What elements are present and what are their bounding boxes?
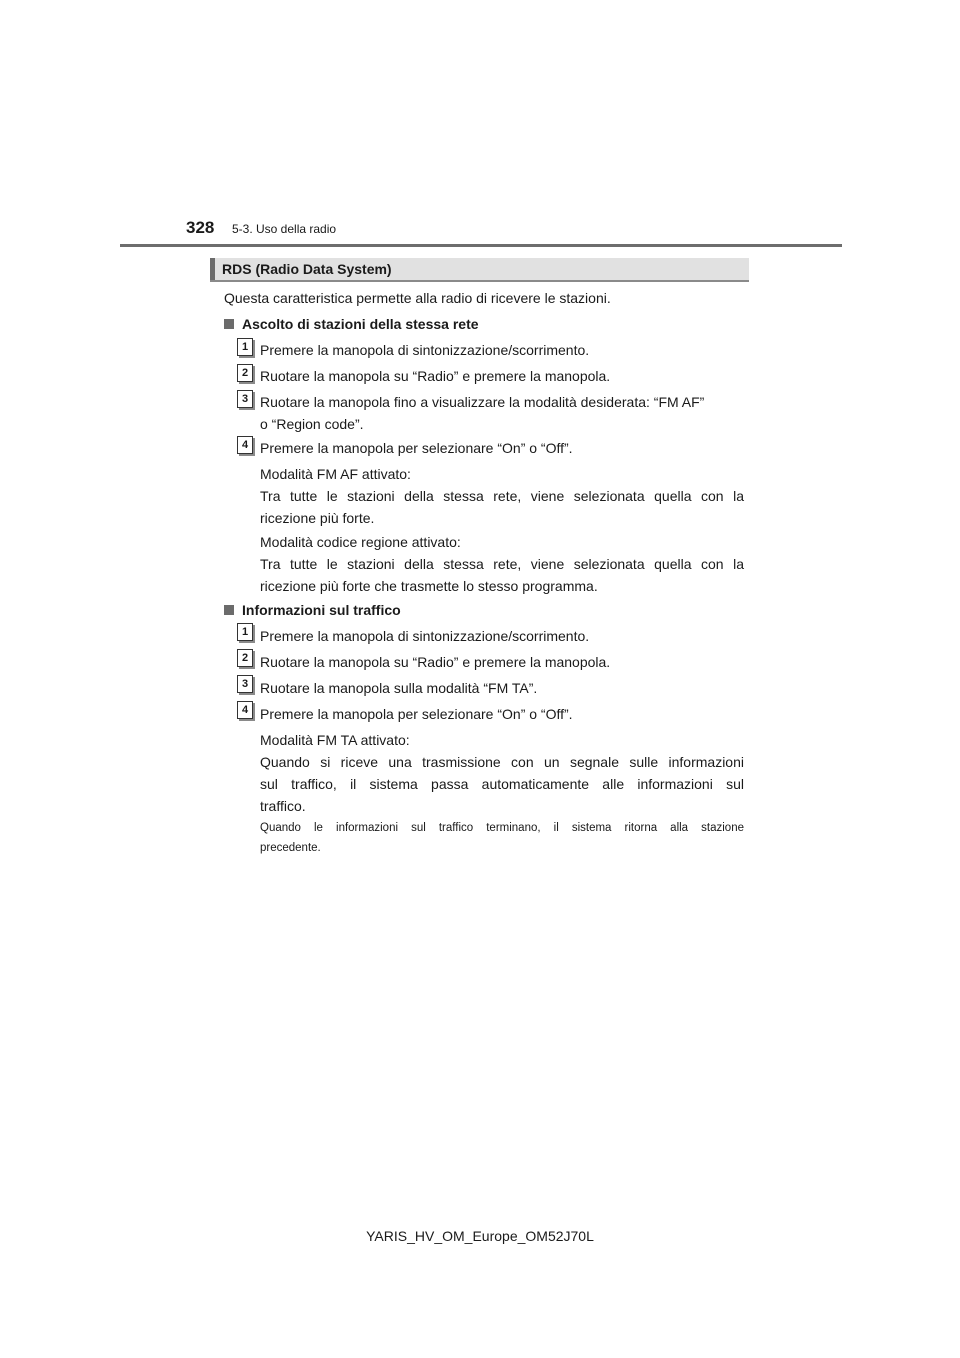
mode-description: Tra tutte le stazioni della stessa rete, viene selezionata quella con la bbox=[260, 556, 744, 572]
subsection-title: Ascolto di stazioni della stessa rete bbox=[242, 316, 479, 332]
footer-document-code: YARIS_HV_OM_Europe_OM52J70L bbox=[366, 1228, 594, 1244]
mode-label: Modalità FM TA attivato: bbox=[260, 732, 410, 748]
note-text: precedente. bbox=[260, 842, 321, 854]
mode-description: sul traffico, il sistema passa automaticamente alle informazioni sul bbox=[260, 776, 744, 792]
step-text: Premere la manopola di sintonizzazione/scorrimento. bbox=[260, 342, 590, 358]
square-bullet-icon bbox=[224, 605, 234, 615]
step-badge: 3 bbox=[237, 675, 253, 693]
header-rule bbox=[120, 244, 842, 247]
mode-description: traffico. bbox=[260, 798, 306, 814]
subsection-heading bbox=[224, 313, 479, 335]
step-text: Ruotare la manopola sulla modalità “FM TA”. bbox=[260, 680, 538, 696]
step-text: Premere la manopola di sintonizzazione/scorrimento. bbox=[260, 628, 590, 644]
mode-label: Modalità codice regione attivato: bbox=[260, 534, 461, 550]
step-badge: 4 bbox=[237, 436, 253, 454]
step-text: Premere la manopola per selezionare “On” o “Off”. bbox=[260, 440, 573, 456]
step-text-continued: o “Region code”. bbox=[260, 416, 364, 432]
square-bullet-icon bbox=[224, 319, 234, 329]
page-number: 328 bbox=[186, 218, 215, 237]
step-badge: 3 bbox=[237, 390, 253, 408]
intro-text: Questa caratteristica permette alla radio di ricevere le stazioni. bbox=[224, 290, 611, 306]
step-badge: 1 bbox=[237, 623, 253, 641]
step-badge: 1 bbox=[237, 338, 253, 356]
mode-description: ricezione più forte. bbox=[260, 510, 375, 526]
step-badge: 2 bbox=[237, 364, 253, 382]
mode-description: Tra tutte le stazioni della stessa rete, viene selezionata quella con la bbox=[260, 488, 744, 504]
mode-label: Modalità FM AF attivato: bbox=[260, 466, 411, 482]
step-text: Premere la manopola per selezionare “On” o “Off”. bbox=[260, 706, 573, 722]
mode-description: ricezione più forte che trasmette lo stesso programma. bbox=[260, 578, 598, 594]
section-title-bar bbox=[210, 258, 749, 282]
mode-description: Quando si riceve una trasmissione con un segnale sulle informazioni bbox=[260, 754, 744, 770]
section-title-accent bbox=[210, 258, 215, 280]
note-text: Quando le informazioni sul traffico terminano, il sistema ritorna alla stazione bbox=[260, 822, 744, 834]
section-reference: 5-3. Uso della radio bbox=[232, 222, 337, 236]
subsection-title: Informazioni sul traffico bbox=[242, 602, 401, 618]
step-text: Ruotare la manopola su “Radio” e premere la manopola. bbox=[260, 368, 611, 384]
step-badge: 4 bbox=[237, 701, 253, 719]
step-badge: 2 bbox=[237, 649, 253, 667]
step-text: Ruotare la manopola fino a visualizzare la modalità desiderata: “FM AF” bbox=[260, 394, 705, 410]
subsection-heading bbox=[224, 599, 401, 621]
step-text: Ruotare la manopola su “Radio” e premere la manopola. bbox=[260, 654, 611, 670]
section-title: RDS (Radio Data System) bbox=[222, 261, 392, 277]
